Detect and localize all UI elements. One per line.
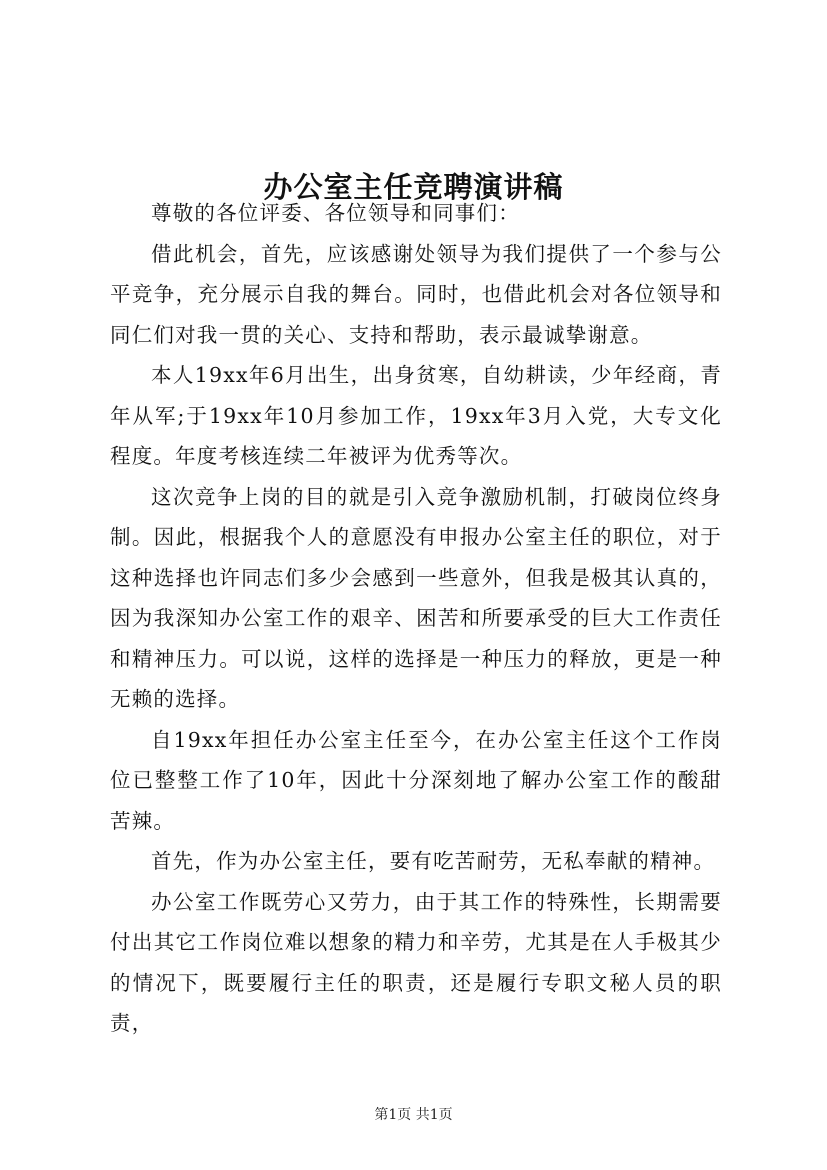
paragraph-first-point: 首先，作为办公室主任，要有吃苦耐劳，无私奉献的精神。 — [151, 849, 716, 873]
document-body — [110, 193, 722, 1044]
page-number-footer: 第1页 共1页 — [374, 1107, 453, 1123]
paragraph-salutation: 尊敬的各位评委、各位领导和同事们： — [151, 201, 520, 225]
document-title: 办公室主任竞聘演讲稿 — [263, 170, 564, 205]
paragraph-competition-purpose: 这次竞争上岗的目的就是引入竞争激励机制，打破岗位终身制。因此，根据我个人的意愿没有申报办公室主任的职位，对于这种选择也许同志们多少会感到一些意外，但我是极其认真的，因为我深知办公室工作的艰辛、困苦和所要承受的巨大工作责任和精神压力。可以说，这样的选择是一种压力的释放，更是一种无赖的选择。 — [110, 484, 722, 711]
paragraph-work-experience: 自19xx年担任办公室主任至今，在办公室主任这个工作岗位已整整工作了10年，因此十分深刻地了解办公室工作的酸甜苦辣。 — [110, 727, 722, 833]
paragraph-self-introduction: 本人19xx年6月出生，出身贫寒，自幼耕读，少年经商，青年从军;于19xx年10月参加工作，19xx年3月入党，大专文化程度。年度考核连续二年被评为优秀等次。 — [110, 363, 722, 468]
paragraph-office-work: 办公室工作既劳心又劳力，由于其工作的特殊性，长期需要付出其它工作岗位难以想象的精力和辛劳，尤其是在人手极其少的情况下，既要履行主任的职责，还是履行专职文秘人员的职责， — [110, 889, 722, 1035]
paragraph-thanks: 借此机会，首先，应该感谢处领导为我们提供了一个参与公平竞争，充分展示自我的舞台。同时，也借此机会对各位领导和同仁们对我一贯的关心、支持和帮助，表示最诚挚谢意。 — [110, 241, 722, 347]
